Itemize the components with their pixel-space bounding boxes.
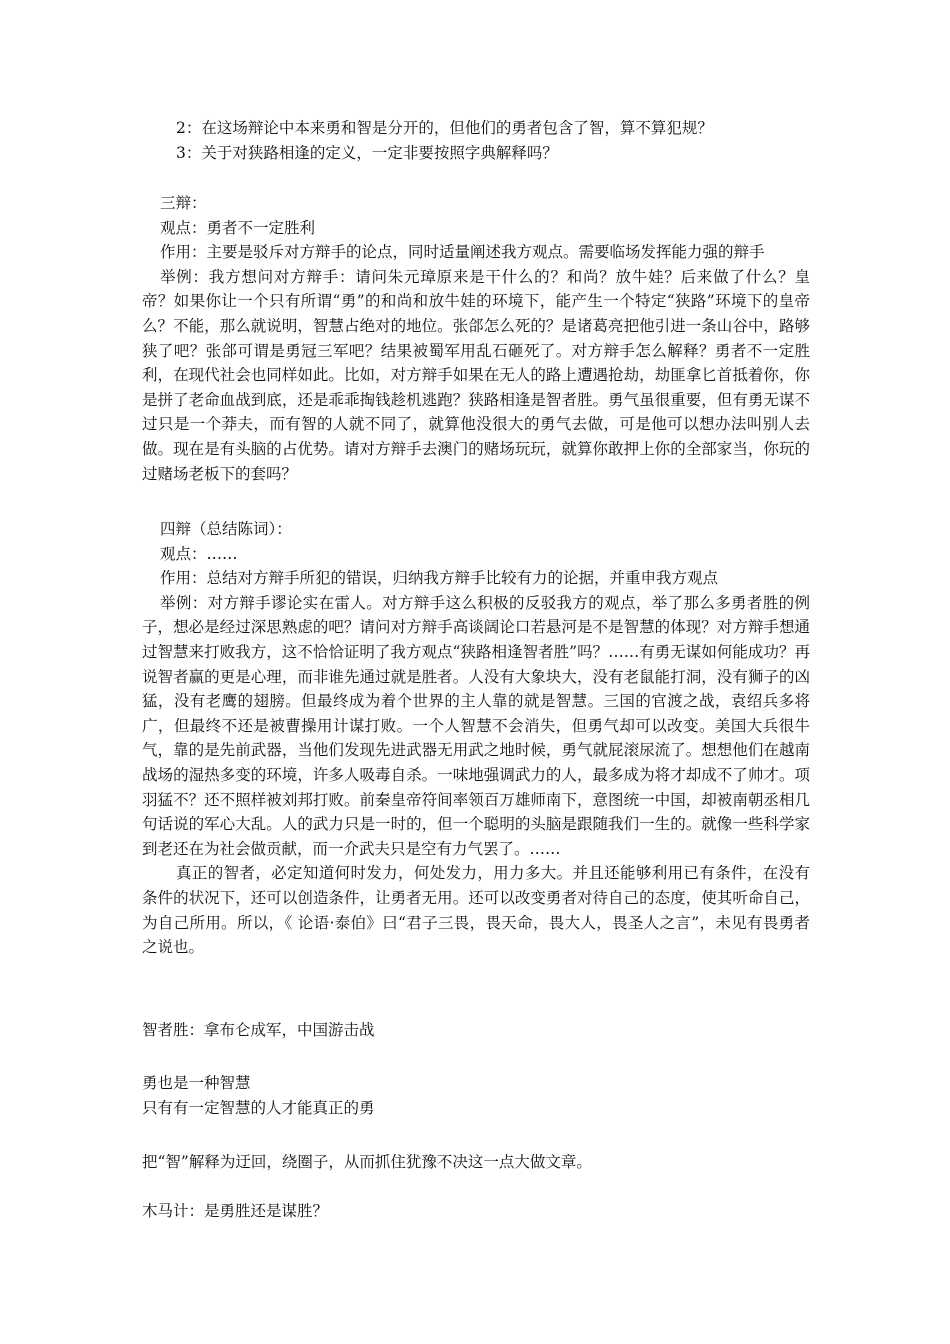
note-interpret: 把“智”解释为迂回，绕圈子，从而抓住犹豫不决这一点大做文章。 <box>142 1153 592 1171</box>
note-courage <box>142 1071 375 1120</box>
third-debater-example: 举例：我方想问对方辩手：请问朱元璋原来是干什么的？和尚？放牛娃？后来做了什么？皇帝？如果你让一个只有所谓“勇”的和尚和放牛娃的环境下，能产生一个特定“狭路”环境下的皇帝么？不能，那么就说明，智慧占绝对的地位。张郃怎么死的？是诸葛亮把他引进一条山谷中，路够狭了吧？张郃可谓是勇冠三军吧？结果被蜀军用乱石砸死了。对方辩手怎么解释？勇者不一定胜利，在现代社会也同样如此。比如，对方辩手如果在无人的路上遭遇抢劫，劫匪拿匕首抵着你，你是拼了老命血战到底，还是乖乖掏钱趁机逃跑？狭路相逢是智者胜。勇气虽很重要，但有勇无谋不过只是一个莽夫，而有智的人就不同了，就算他没很大的勇气去做，可是他可以想办法叫别人去做。现在是有头脑的占优势。请对方辩手去澳门的赌场玩玩，就算你敢押上你的全部家当，你玩的过赌场老板下的套吗？ <box>142 267 810 483</box>
fourth-debater-title: 四辩（总结陈词）： <box>160 520 292 538</box>
note-courage-line-2: 只有有一定智慧的人才能真正的勇 <box>142 1098 375 1117</box>
fourth-debater-section <box>142 517 810 960</box>
third-debater-role: 作用：主要是驳斥对方辩手的论点，同时适量阐述我方观点。需要临场发挥能力强的辩手 <box>160 243 765 262</box>
note-courage-line-1: 勇也是一种智慧 <box>142 1074 251 1092</box>
fourth-debater-viewpoint: 观点：…… <box>160 544 238 563</box>
third-debater-viewpoint: 观点：勇者不一定胜利 <box>160 218 316 237</box>
fourth-debater-example: 举例：对方辩手谬论实在雷人。对方辩手这么积极的反驳我方的观点，举了那么多勇者胜的例子，想必是经过深思熟虑的吧？请问对方辩手高谈阔论口若悬河是不是智慧的体现？对方辩手想通过智慧来打败我方，这不恰恰证明了我方观点“狭路相逢智者胜”吗？……有勇无谋如何能成功？再说智者赢的更是心理，而非谁先通过就是胜者。人没有大象块大，没有老鼠能打洞，没有狮子的凶猛，没有老鹰的翅膀。但最终成为着个世界的主人靠的就是智慧。三国的官渡之战，袁绍兵多将广，但最终不还是被曹操用计谋打败。一个人智慧不会消失，但勇气却可以改变。美国大兵很牛气，靠的是先前武器，当他们发现先进武器无用武之地时候，勇气就屁滚尿流了。想想他们在越南战场的湿热多变的环境，许多人吸毒自杀。一味地强调武力的人，最多成为将才却成不了帅才。项羽猛不？还不照样被刘邦打败。前秦皇帝符间率领百万雄师南下，意图统一中国，却被南朝丞相几句话说的军心大乱。人的武力只是一时的，但一个聪明的头脑是跟随我们一生的。就像一些科学家到老还在为社会做贡献，而一介武夫只是空有力气罢了。…… <box>142 593 810 858</box>
fourth-debater-closing: 真正的智者，必定知道何时发力，何处发力，用力多大。并且还能够利用已有条件，在没有条件的状况下，还可以创造条件，让勇者无用。还可以改变勇者对待自己的态度，使其听命自己，为自己所用。所以，《 论语·泰伯》曰“君子三畏，畏天命，畏大人，畏圣人之言”，未见有畏勇者之说也。 <box>142 864 810 957</box>
question-list <box>142 116 810 165</box>
note-trojan-horse: 木马计：是勇胜还是谋胜？ <box>142 1202 329 1220</box>
note-wise-wins: 智者胜：拿布仑成军，中国游击战 <box>142 1021 375 1039</box>
question-3: 3：关于对狭路相逢的定义，一定非要按照字典解释吗？ <box>176 143 558 162</box>
third-debater-section <box>142 191 810 486</box>
third-debater-title: 三辩： <box>160 194 207 212</box>
fourth-debater-role: 作用：总结对方辩手所犯的错误，归纳我方辩手比较有力的论据，并重申我方观点 <box>160 569 719 588</box>
question-2: 2：在这场辩论中本来勇和智是分开的，但他们的勇者包含了智，算不算犯规？ <box>176 119 713 137</box>
